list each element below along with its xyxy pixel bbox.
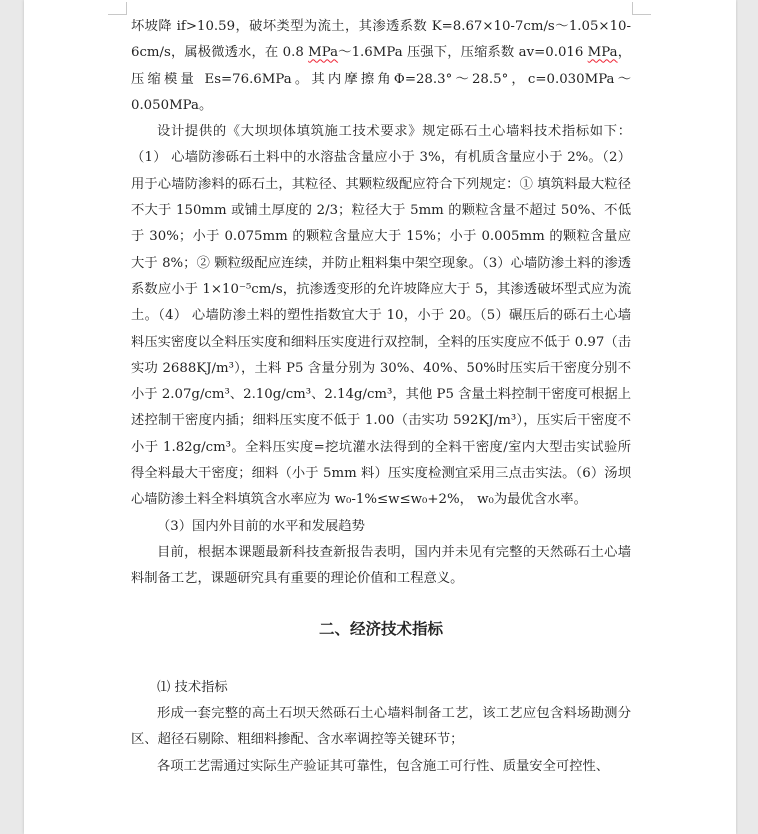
margin-corner-mark <box>108 2 127 15</box>
vertical-scrollbar[interactable] <box>738 0 758 834</box>
paragraph-process: 形成一套完整的高土石坝天然砾石土心墙料制备工艺，该工艺应包含料场勘测分区、超径石剔除、粗细料掺配、含水率调控等关键环节； <box>131 706 631 748</box>
document-page <box>24 0 736 834</box>
section-heading: 二、经济技术指标 <box>318 618 443 638</box>
paragraph-soil-properties: 坏坡降 if>10.59，破坏类型为流土，其渗透系数 K=8.67×10-7cm/s～1.05×10-6cm/s，属极微透水，在 0.8 MPa～1.6MPa 压强下，压缩系数 av=0.016 MPa，压缩模量 Es=76.6MPa。其内摩擦角Φ=28.3°～28.5°，c=0.030MPa～0.050MPa。 <box>131 19 631 113</box>
paragraph-technical-requirements: 设计提供的《大坝坝体填筑施工技术要求》规定砾石土心墙料技术指标如下：（1） 心墙防渗砾石土料中的水溶盐含量应小于 3%，有机质含量应小于 2%。（2）用于心墙防渗料的砾石土，其粒径、其颗粒级配应符合下列规定：① 填筑料最大粒径不大于 150mm 或铺土厚度的 2/3；粒径大于 5mm 的颗粒含量不超过 50%、不低于 30%；小于 0.075mm 的颗粒含量应大于 15%；小于 0.005mm 的颗粒含量应大于 8%；② 颗粒级配应连续，并防止粗料集中架空现象。（3）心墙防渗土料的渗透系数应小于 1×10⁻⁵cm/s，抗渗透变形的允许坡降应大于 5，其渗透破坏型式应为流土。（4） 心墙防渗土料的塑性指数宜大于 10，小于 20。（5）碾压后的砾石土心墙料压实密度以全料压实度和细料压实度进行双控制，全料的压实度应不低于 0.97（击实功 2688KJ/m³），土料 P5 含量分别为 30%、40%、50%时压实后干密度分别不小于 2.07g/cm³、2.10g/cm³、2.14g/cm³，其他 P5 含量土料控制干密度可根据上述控制干密度内插；细料压实度不低于 1.00（击实功 592KJ/m³），压实后干密度不小于 1.82g/cm³。全料压实度=挖坑灌水法得到的全料干密度/室内大型击实试验所得全料最大干密度；细料（小于 5mm 料）压实度检测宜采用三点击实法。（6）汤坝心墙防渗土料全料填筑含水率应为 w₀-1%≤w≤w₀+2%， w₀为最优含水率。 <box>131 124 631 508</box>
paragraph-subheading: （3）国内外目前的水平和发展趋势 <box>157 518 365 534</box>
paragraph-current-status: 目前，根据本课题最新科技查新报告表明，国内并未见有完整的天然砾石土心墙料制备工艺，课题研究具有重要的理论价值和工程意义。 <box>131 544 631 587</box>
document-body <box>131 14 631 780</box>
margin-corner-mark <box>632 2 651 15</box>
spellcheck-underline: MPa <box>308 45 339 61</box>
spellcheck-underline: MPa <box>587 45 618 61</box>
paragraph-verification: 各项工艺需通过实际生产验证其可靠性，包含施工可行性、质量安全可控性、 <box>157 758 610 774</box>
paragraph-technical-indicators-title: ⑴ 技术指标 <box>157 679 228 695</box>
